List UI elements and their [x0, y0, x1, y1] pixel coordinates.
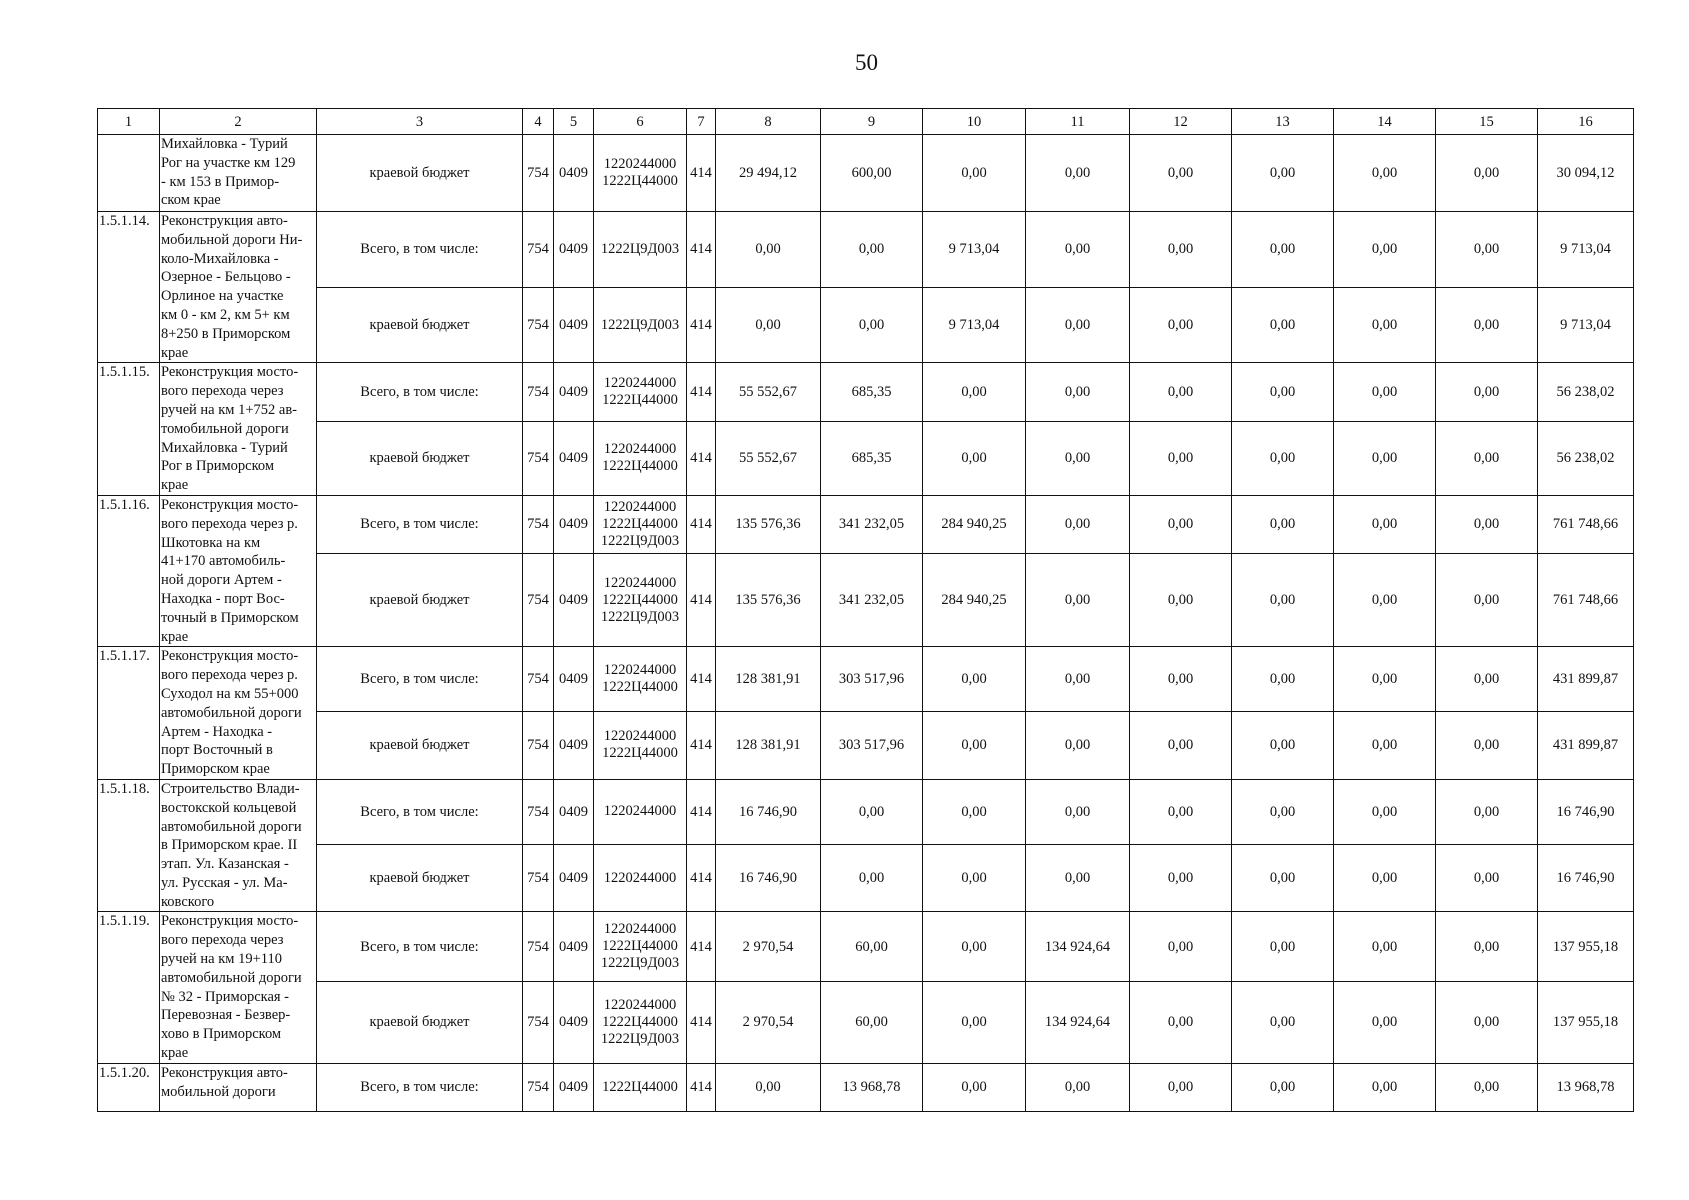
amount-cell: 60,00 [821, 981, 923, 1063]
code-expense-type: 414 [687, 912, 716, 981]
item-number: 1.5.1.20. [98, 1063, 160, 1111]
funding-source: Всего, в том числе: [317, 1063, 523, 1111]
amount-cell: 135 576,36 [716, 553, 821, 646]
amount-cell: 0,00 [923, 779, 1026, 844]
amount-cell: 0,00 [1026, 647, 1130, 711]
amount-cell: 0,00 [1130, 495, 1232, 553]
amount-cell: 0,00 [1232, 212, 1334, 288]
amount-cell: 0,00 [923, 421, 1026, 495]
header-cell: 10 [923, 109, 1026, 135]
amount-cell: 0,00 [1334, 287, 1436, 363]
code-expense-type: 414 [687, 779, 716, 844]
item-description: Михайловка - Турий Рог на участке км 129 - км 153 в Примор- ском крае [160, 135, 317, 212]
code-expense-type: 414 [687, 135, 716, 212]
amount-cell: 0,00 [1026, 287, 1130, 363]
code-expense-type: 414 [687, 647, 716, 711]
amount-cell: 9 713,04 [923, 212, 1026, 288]
amount-cell: 0,00 [1436, 212, 1538, 288]
budget-table [97, 108, 1634, 1112]
funding-source: Всего, в том числе: [317, 212, 523, 288]
amount-cell: 0,00 [716, 287, 821, 363]
code-target: 1222Ц9Д003 [594, 212, 687, 288]
header-cell: 2 [160, 109, 317, 135]
code-grbs: 754 [523, 779, 554, 844]
amount-cell: 0,00 [923, 135, 1026, 212]
amount-cell: 431 899,87 [1538, 711, 1634, 779]
amount-cell: 55 552,67 [716, 363, 821, 421]
amount-cell: 0,00 [1232, 1063, 1334, 1111]
table-row [98, 287, 1634, 363]
table-row [98, 711, 1634, 779]
amount-cell: 0,00 [1130, 912, 1232, 981]
item-description: Реконструкция мосто- вого перехода через р. Шкотовка на км 41+170 автомобиль- ной дороги Артем - Находка - порт Вос- точный в Приморском крае [160, 495, 317, 646]
amount-cell: 0,00 [1436, 495, 1538, 553]
amount-cell: 0,00 [1436, 647, 1538, 711]
amount-cell: 0,00 [923, 912, 1026, 981]
amount-cell: 0,00 [1334, 363, 1436, 421]
amount-cell: 13 968,78 [1538, 1063, 1634, 1111]
amount-cell: 16 746,90 [1538, 779, 1634, 844]
amount-cell: 341 232,05 [821, 553, 923, 646]
header-cell: 11 [1026, 109, 1130, 135]
amount-cell: 0,00 [923, 981, 1026, 1063]
amount-cell: 16 746,90 [1538, 844, 1634, 912]
amount-cell: 0,00 [1130, 363, 1232, 421]
amount-cell: 0,00 [1334, 647, 1436, 711]
amount-cell: 9 713,04 [923, 287, 1026, 363]
header-cell: 9 [821, 109, 923, 135]
amount-cell: 0,00 [1436, 363, 1538, 421]
code-target: 1220244000 1222Ц44000 [594, 135, 687, 212]
code-target: 1222Ц44000 [594, 1063, 687, 1111]
amount-cell: 685,35 [821, 363, 923, 421]
item-number: 1.5.1.14. [98, 212, 160, 363]
item-number: 1.5.1.16. [98, 495, 160, 646]
amount-cell: 600,00 [821, 135, 923, 212]
amount-cell: 137 955,18 [1538, 912, 1634, 981]
amount-cell: 0,00 [1130, 981, 1232, 1063]
table-row [98, 779, 1634, 844]
amount-cell: 0,00 [1130, 711, 1232, 779]
amount-cell: 16 746,90 [716, 844, 821, 912]
amount-cell: 0,00 [1436, 421, 1538, 495]
amount-cell: 0,00 [923, 647, 1026, 711]
page-number: 50 [855, 50, 878, 75]
amount-cell: 0,00 [821, 212, 923, 288]
amount-cell: 0,00 [1130, 421, 1232, 495]
header-cell: 15 [1436, 109, 1538, 135]
table-row [98, 647, 1634, 711]
funding-source: Всего, в том числе: [317, 495, 523, 553]
amount-cell: 0,00 [1334, 1063, 1436, 1111]
item-description: Реконструкция мосто- вого перехода через ручей на км 1+752 ав- томобильной дороги Михайловка - Турий Рог в Приморском крае [160, 363, 317, 496]
funding-source: Всего, в том числе: [317, 363, 523, 421]
amount-cell: 0,00 [1334, 711, 1436, 779]
funding-source: Всего, в том числе: [317, 912, 523, 981]
amount-cell: 60,00 [821, 912, 923, 981]
code-section: 0409 [554, 363, 594, 421]
amount-cell: 0,00 [821, 844, 923, 912]
amount-cell: 0,00 [1232, 844, 1334, 912]
amount-cell: 0,00 [1026, 844, 1130, 912]
amount-cell: 0,00 [1436, 912, 1538, 981]
code-section: 0409 [554, 1063, 594, 1111]
amount-cell: 0,00 [1334, 553, 1436, 646]
code-grbs: 754 [523, 844, 554, 912]
amount-cell: 0,00 [1026, 421, 1130, 495]
amount-cell: 0,00 [1232, 981, 1334, 1063]
header-cell: 5 [554, 109, 594, 135]
amount-cell: 0,00 [1436, 711, 1538, 779]
amount-cell: 134 924,64 [1026, 912, 1130, 981]
code-grbs: 754 [523, 421, 554, 495]
amount-cell: 0,00 [1334, 912, 1436, 981]
code-grbs: 754 [523, 711, 554, 779]
amount-cell: 9 713,04 [1538, 212, 1634, 288]
item-description: Реконструкция авто- мобильной дороги [160, 1063, 317, 1111]
amount-cell: 0,00 [1334, 495, 1436, 553]
amount-cell: 137 955,18 [1538, 981, 1634, 1063]
code-expense-type: 414 [687, 553, 716, 646]
item-number [98, 135, 160, 212]
code-section: 0409 [554, 779, 594, 844]
code-target: 1220244000 1222Ц44000 1222Ц9Д003 [594, 981, 687, 1063]
amount-cell: 284 940,25 [923, 495, 1026, 553]
amount-cell: 0,00 [1232, 711, 1334, 779]
table-row [98, 844, 1634, 912]
amount-cell: 134 924,64 [1026, 981, 1130, 1063]
item-number: 1.5.1.17. [98, 647, 160, 780]
amount-cell: 0,00 [1436, 1063, 1538, 1111]
amount-cell: 0,00 [1436, 981, 1538, 1063]
amount-cell: 0,00 [1130, 287, 1232, 363]
amount-cell: 2 970,54 [716, 912, 821, 981]
header-cell: 13 [1232, 109, 1334, 135]
amount-cell: 0,00 [1232, 647, 1334, 711]
table-row [98, 1063, 1634, 1111]
code-section: 0409 [554, 711, 594, 779]
header-cell: 12 [1130, 109, 1232, 135]
amount-cell: 0,00 [1232, 421, 1334, 495]
item-number: 1.5.1.18. [98, 779, 160, 912]
code-grbs: 754 [523, 1063, 554, 1111]
table-row [98, 212, 1634, 288]
amount-cell: 761 748,66 [1538, 553, 1634, 646]
code-section: 0409 [554, 844, 594, 912]
table-row [98, 421, 1634, 495]
amount-cell: 0,00 [1436, 287, 1538, 363]
amount-cell: 55 552,67 [716, 421, 821, 495]
amount-cell: 303 517,96 [821, 647, 923, 711]
amount-cell: 0,00 [1026, 553, 1130, 646]
code-expense-type: 414 [687, 495, 716, 553]
code-expense-type: 414 [687, 212, 716, 288]
amount-cell: 303 517,96 [821, 711, 923, 779]
amount-cell: 0,00 [1130, 553, 1232, 646]
code-target: 1220244000 1222Ц44000 1222Ц9Д003 [594, 553, 687, 646]
funding-source: краевой бюджет [317, 844, 523, 912]
amount-cell: 341 232,05 [821, 495, 923, 553]
table-row [98, 495, 1634, 553]
table-row [98, 553, 1634, 646]
amount-cell: 0,00 [1232, 553, 1334, 646]
item-number: 1.5.1.19. [98, 912, 160, 1063]
code-section: 0409 [554, 647, 594, 711]
funding-source: Всего, в том числе: [317, 647, 523, 711]
item-description: Реконструкция мосто- вого перехода через р. Суходол на км 55+000 автомобильной дороги Артем - Находка - порт Восточный в Приморском крае [160, 647, 317, 780]
code-grbs: 754 [523, 981, 554, 1063]
code-section: 0409 [554, 287, 594, 363]
funding-source: Всего, в том числе: [317, 779, 523, 844]
funding-source: краевой бюджет [317, 711, 523, 779]
item-description: Реконструкция мосто- вого перехода через ручей на км 19+110 автомобильной дороги № 32 - Приморская - Перевозная - Безвер- хово в Приморском крае [160, 912, 317, 1063]
amount-cell: 0,00 [1436, 553, 1538, 646]
amount-cell: 0,00 [1436, 844, 1538, 912]
amount-cell: 0,00 [1130, 844, 1232, 912]
code-section: 0409 [554, 135, 594, 212]
amount-cell: 0,00 [1026, 363, 1130, 421]
code-grbs: 754 [523, 647, 554, 711]
code-target: 1220244000 1222Ц44000 [594, 363, 687, 421]
amount-cell: 431 899,87 [1538, 647, 1634, 711]
amount-cell: 0,00 [1026, 1063, 1130, 1111]
amount-cell: 135 576,36 [716, 495, 821, 553]
code-section: 0409 [554, 212, 594, 288]
header-cell: 6 [594, 109, 687, 135]
item-description: Реконструкция авто- мобильной дороги Ни- коло-Михайловка - Озерное - Бельцово - Орлиное на участке км 0 - км 2, км 5+ км 8+250 в Приморском крае [160, 212, 317, 363]
amount-cell: 0,00 [716, 1063, 821, 1111]
amount-cell: 0,00 [923, 363, 1026, 421]
amount-cell: 0,00 [1334, 135, 1436, 212]
funding-source: краевой бюджет [317, 553, 523, 646]
amount-cell: 0,00 [1232, 135, 1334, 212]
amount-cell: 0,00 [1334, 981, 1436, 1063]
header-cell: 14 [1334, 109, 1436, 135]
amount-cell: 56 238,02 [1538, 421, 1634, 495]
amount-cell: 0,00 [1130, 212, 1232, 288]
amount-cell: 30 094,12 [1538, 135, 1634, 212]
amount-cell: 0,00 [1130, 647, 1232, 711]
amount-cell: 0,00 [1026, 711, 1130, 779]
code-target: 1220244000 1222Ц44000 [594, 421, 687, 495]
amount-cell: 0,00 [1232, 287, 1334, 363]
code-grbs: 754 [523, 287, 554, 363]
amount-cell: 29 494,12 [716, 135, 821, 212]
funding-source: краевой бюджет [317, 287, 523, 363]
code-expense-type: 414 [687, 844, 716, 912]
code-target: 1220244000 [594, 844, 687, 912]
header-cell: 3 [317, 109, 523, 135]
amount-cell: 0,00 [1026, 212, 1130, 288]
header-cell: 16 [1538, 109, 1634, 135]
code-grbs: 754 [523, 363, 554, 421]
amount-cell: 0,00 [1232, 779, 1334, 844]
code-expense-type: 414 [687, 287, 716, 363]
amount-cell: 128 381,91 [716, 711, 821, 779]
code-grbs: 754 [523, 912, 554, 981]
amount-cell: 0,00 [1436, 135, 1538, 212]
amount-cell: 284 940,25 [923, 553, 1026, 646]
amount-cell: 0,00 [1130, 135, 1232, 212]
code-section: 0409 [554, 495, 594, 553]
code-expense-type: 414 [687, 363, 716, 421]
amount-cell: 0,00 [923, 711, 1026, 779]
table-row [98, 912, 1634, 981]
table-row [98, 363, 1634, 421]
amount-cell: 0,00 [1232, 363, 1334, 421]
code-target: 1220244000 1222Ц44000 1222Ц9Д003 [594, 495, 687, 553]
amount-cell: 0,00 [1232, 912, 1334, 981]
amount-cell: 761 748,66 [1538, 495, 1634, 553]
item-number: 1.5.1.15. [98, 363, 160, 496]
code-target: 1220244000 [594, 779, 687, 844]
code-section: 0409 [554, 981, 594, 1063]
amount-cell: 13 968,78 [821, 1063, 923, 1111]
code-grbs: 754 [523, 135, 554, 212]
header-cell: 8 [716, 109, 821, 135]
amount-cell: 128 381,91 [716, 647, 821, 711]
header-cell: 4 [523, 109, 554, 135]
amount-cell: 0,00 [1334, 421, 1436, 495]
funding-source: краевой бюджет [317, 981, 523, 1063]
amount-cell: 0,00 [1026, 779, 1130, 844]
amount-cell: 0,00 [821, 287, 923, 363]
code-target: 1222Ц9Д003 [594, 287, 687, 363]
amount-cell: 0,00 [821, 779, 923, 844]
amount-cell: 0,00 [923, 844, 1026, 912]
code-expense-type: 414 [687, 711, 716, 779]
code-grbs: 754 [523, 495, 554, 553]
code-target: 1220244000 1222Ц44000 1222Ц9Д003 [594, 912, 687, 981]
amount-cell: 0,00 [1334, 779, 1436, 844]
amount-cell: 16 746,90 [716, 779, 821, 844]
code-section: 0409 [554, 912, 594, 981]
amount-cell: 0,00 [1130, 779, 1232, 844]
item-description: Строительство Влади- востокской кольцевой автомобильной дороги в Приморском крае. II этап. Ул. Казанская - ул. Русская - ул. Ма- ковского [160, 779, 317, 912]
amount-cell: 0,00 [1130, 1063, 1232, 1111]
funding-source: краевой бюджет [317, 135, 523, 212]
header-cell: 1 [98, 109, 160, 135]
amount-cell: 0,00 [716, 212, 821, 288]
amount-cell: 0,00 [1232, 495, 1334, 553]
amount-cell: 0,00 [923, 1063, 1026, 1111]
code-target: 1220244000 1222Ц44000 [594, 647, 687, 711]
amount-cell: 0,00 [1026, 135, 1130, 212]
amount-cell: 2 970,54 [716, 981, 821, 1063]
amount-cell: 0,00 [1334, 212, 1436, 288]
table-row [98, 135, 1634, 212]
amount-cell: 9 713,04 [1538, 287, 1634, 363]
code-section: 0409 [554, 421, 594, 495]
code-expense-type: 414 [687, 421, 716, 495]
code-expense-type: 414 [687, 1063, 716, 1111]
amount-cell: 56 238,02 [1538, 363, 1634, 421]
amount-cell: 0,00 [1334, 844, 1436, 912]
code-expense-type: 414 [687, 981, 716, 1063]
funding-source: краевой бюджет [317, 421, 523, 495]
code-section: 0409 [554, 553, 594, 646]
amount-cell: 0,00 [1436, 779, 1538, 844]
amount-cell: 685,35 [821, 421, 923, 495]
code-target: 1220244000 1222Ц44000 [594, 711, 687, 779]
code-grbs: 754 [523, 212, 554, 288]
header-row [98, 109, 1634, 135]
amount-cell: 0,00 [1026, 495, 1130, 553]
header-cell: 7 [687, 109, 716, 135]
code-grbs: 754 [523, 553, 554, 646]
table-row [98, 981, 1634, 1063]
